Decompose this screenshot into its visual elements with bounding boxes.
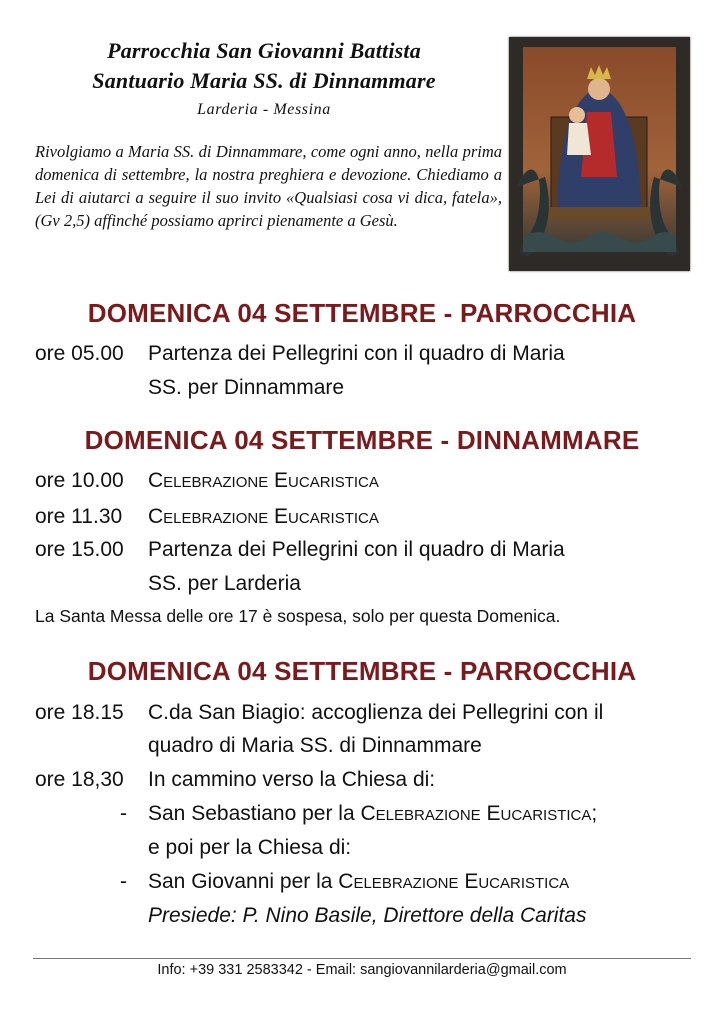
event-text-continued: SS. per Larderia [148, 572, 301, 595]
time-label: ore 11.30 [35, 505, 123, 528]
parish-header [20, 36, 508, 122]
bullet-dash: - [120, 870, 127, 893]
event-text-continued: SS. per Dinnammare [148, 376, 345, 399]
bullet-text: San Giovanni per la [148, 870, 339, 893]
time-label: ore 15.00 [35, 538, 124, 561]
bullet-text-smallcaps: Celebrazione Eucaristica [360, 802, 592, 825]
event-text: Celebrazione Eucaristica [148, 469, 379, 492]
contact-footer: Info: +39 331 2583342 - Email: sangiovannilarderia@gmail.com [157, 962, 567, 978]
schedule-row [35, 501, 379, 533]
bullet-text: San Sebastiano per la [148, 802, 361, 825]
event-text: In cammino verso la Chiesa di: [148, 768, 436, 791]
mass-suspended-note: La Santa Messa delle ore 17 è sospesa, solo per questa Domenica. [35, 606, 561, 626]
schedule-row [35, 697, 603, 729]
section1-heading: DOMENICA 04 SETTEMBRE - PARROCCHIA [87, 298, 637, 328]
footer-divider [33, 958, 691, 959]
schedule-row [35, 338, 565, 370]
schedule-row [35, 534, 565, 566]
madonna-icon-image [509, 37, 690, 271]
event-text: Celebrazione Eucaristica [148, 505, 379, 528]
bullet-dash: - [120, 802, 127, 825]
bullet-item [148, 798, 597, 830]
time-label: ore 10.00 [35, 469, 124, 492]
event-text-continued: quadro di Maria SS. di Dinnammare [148, 734, 482, 757]
bullet-item [148, 866, 569, 898]
event-text: C.da San Biagio: accoglienza dei Pellegrini con il [148, 701, 604, 724]
bullet-text-end: ; [591, 802, 598, 825]
madonna-painting [509, 37, 690, 271]
location: Larderia - Messina [197, 101, 331, 118]
time-label: ore 18.15 [35, 701, 124, 724]
presider-line: Presiede: P. Nino Basile, Direttore della Caritas [148, 904, 587, 927]
event-text: Partenza dei Pellegrini con il quadro di Maria [148, 538, 565, 561]
schedule-row [35, 465, 379, 497]
bullet-text-smallcaps: Celebrazione Eucaristica [338, 870, 570, 893]
bullet-item-continued: e poi per la Chiesa di: [148, 836, 352, 859]
time-label: ore 05.00 [35, 342, 124, 365]
time-label: ore 18,30 [35, 768, 124, 791]
section3-heading: DOMENICA 04 SETTEMBRE - PARROCCHIA [87, 656, 637, 686]
intro-paragraph: Rivolgiamo a Maria SS. di Dinnammare, come ogni anno, nella prima domenica di settembre, la nostra preghiera e devozione. Chiediamo a Lei di aiutarci a seguire il suo invito «Qualsiasi cosa vi dica, fatela», (Gv 2,5) affinché possiamo aprirci pienamente a Gesù. [35, 142, 502, 230]
sanctuary-name: Santuario Maria SS. di Dinnammare [92, 68, 436, 93]
event-text: Partenza dei Pellegrini con il quadro di Maria [148, 342, 565, 365]
parish-name: Parrocchia San Giovanni Battista [107, 38, 421, 63]
schedule-row [35, 764, 435, 796]
section2-heading: DOMENICA 04 SETTEMBRE - DINNAMMARE [84, 425, 640, 455]
